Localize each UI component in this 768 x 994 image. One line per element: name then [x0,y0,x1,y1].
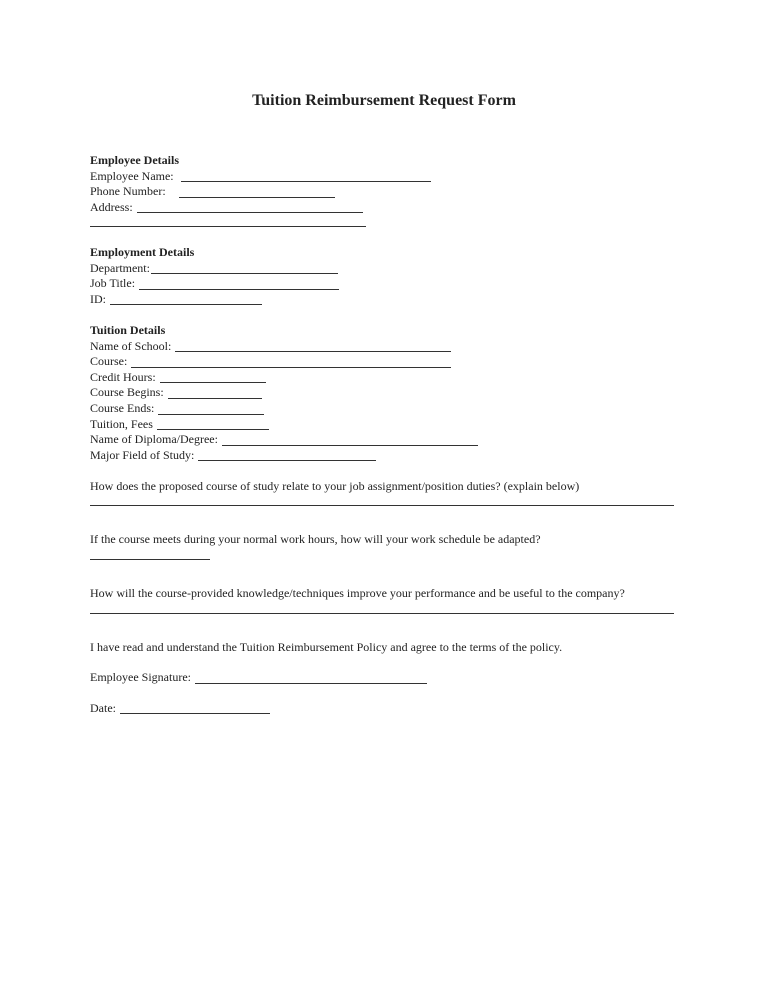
job-title-row [90,276,690,292]
spacer [90,229,690,245]
signature-label: Employee Signature: [90,670,191,685]
course-ends-field[interactable] [158,403,264,415]
signature-field[interactable] [195,672,427,684]
spacer [90,614,690,640]
date-row [90,701,690,717]
credit-hours-field[interactable] [160,371,266,383]
phone-number-row [90,184,690,200]
spacer [90,548,690,559]
phone-number-field[interactable] [179,186,335,198]
employee-name-label: Employee Name: [90,168,174,183]
department-row [90,261,690,277]
credit-hours-row [90,370,690,386]
job-title-label: Job Title: [90,276,136,291]
spacer [90,307,690,323]
school-field[interactable] [175,340,451,352]
employee-details-heading: Employee Details [90,153,179,167]
tuition-fees-field[interactable] [157,418,269,430]
signature-row [90,670,690,686]
question-2: If the course meets during your normal work hours, how will your work schedule be adapted? [90,532,541,547]
address-line-2-row [90,215,690,229]
address-line-2-field[interactable] [90,215,366,227]
employment-details-heading: Employment Details [90,244,195,259]
spacer [90,463,690,479]
diploma-field[interactable] [222,434,478,446]
id-row [90,292,690,308]
credit-hours-label: Credit Hours: [90,369,156,384]
question-1: How does the proposed course of study relate to your job assignment/position duties? (explain below) [90,478,580,493]
course-ends-label: Course Ends: [90,400,155,415]
spacer [90,655,690,670]
form-content [90,153,690,716]
course-ends-row [90,401,690,417]
spacer [90,506,690,532]
tuition-fees-label: Tuition, Fees [90,416,153,431]
spacer [90,560,690,586]
course-begins-row [90,385,690,401]
department-field[interactable] [151,262,338,274]
course-field[interactable] [131,356,451,368]
job-title-field[interactable] [139,278,339,290]
address-field[interactable] [137,201,363,213]
major-field[interactable] [198,449,376,461]
school-row [90,339,690,355]
address-row [90,200,690,216]
spacer [90,494,690,505]
tuition-details-heading: Tuition Details [90,322,166,337]
major-row [90,448,690,464]
address-label: Address: [90,199,133,214]
diploma-row [90,432,690,448]
course-label: Course: [90,354,128,369]
spacer [90,602,690,613]
agreement-statement: I have read and understand the Tuition Reimbursement Policy and agree to the terms of the policy. [90,639,563,654]
course-row [90,354,690,370]
date-field[interactable] [120,702,270,714]
phone-number-label: Phone Number: [90,184,166,199]
course-begins-label: Course Begins: [90,385,164,400]
employee-name-row [90,169,690,185]
date-label: Date: [90,700,116,715]
page-title: Tuition Reimbursement Request Form [252,92,516,109]
id-field[interactable] [110,293,262,305]
course-begins-field[interactable] [168,387,262,399]
employee-name-field[interactable] [181,170,431,182]
diploma-label: Name of Diploma/Degree: [90,432,218,447]
department-label: Department: [90,260,150,275]
school-label: Name of School: [90,338,172,353]
question-3: How will the course-provided knowledge/techniques improve your performance and be useful to the company? [90,586,625,601]
major-label: Major Field of Study: [90,447,195,462]
spacer [90,686,690,701]
tuition-fees-row [90,417,690,433]
id-label: ID: [90,291,106,306]
